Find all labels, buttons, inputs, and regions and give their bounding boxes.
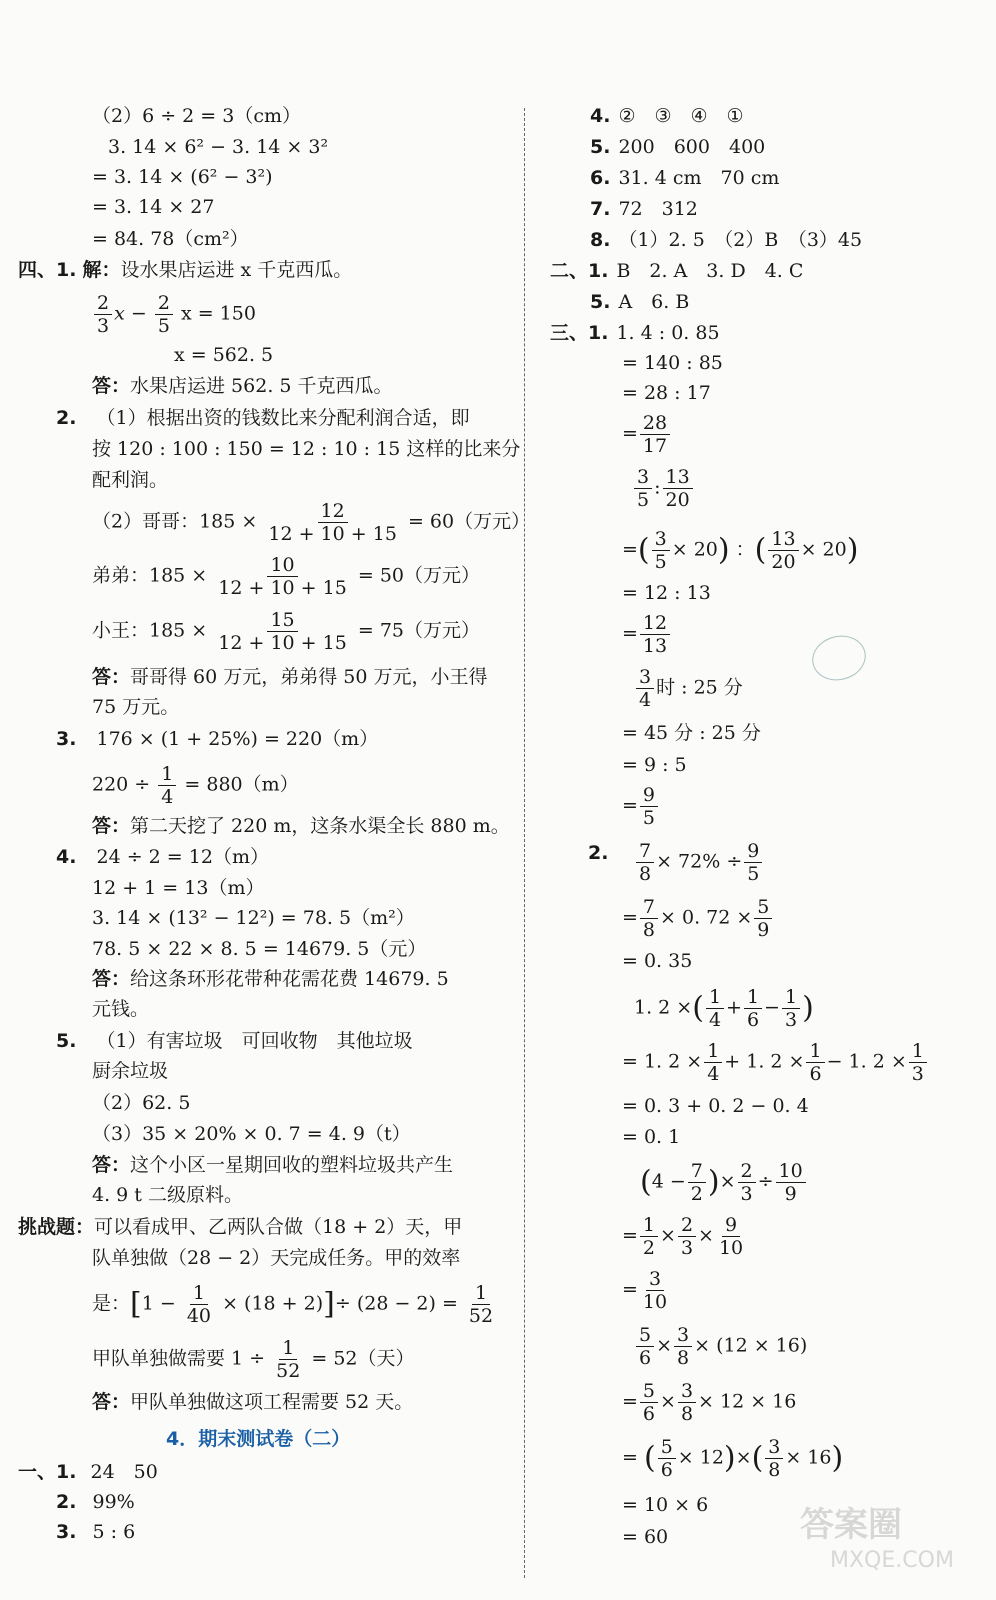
text-line: = 60	[622, 1526, 669, 1548]
answer-line: 答：第二天挖了 220 m，这条水渠全长 880 m。	[92, 815, 510, 837]
text: 设水果店运进 x 千克西瓜。	[120, 259, 353, 281]
formula: $\frac{3}{4}$ 时 : 25 分	[634, 666, 743, 711]
text-line: 厨余垃圾	[92, 1060, 169, 1082]
answer-line: 答：给这条环形花带种花需花费 14679. 5	[92, 968, 449, 990]
text-line: = 0. 3 + 0. 2 − 0. 4	[622, 1095, 809, 1117]
text-line: 按 120 : 100 : 150 = 12 : 10 : 15 这样的比来分	[92, 438, 521, 460]
formula: = $\frac{12}{13}$	[622, 612, 672, 657]
answer-1-6: 6. 31. 4 cm 70 cm	[590, 167, 780, 189]
text-line: = 45 分 : 25 分	[622, 722, 761, 744]
formula: = $\frac{28}{17}$	[622, 412, 672, 457]
question-4-1	[18, 257, 352, 283]
answer-1-8: 8. （1）2. 5 （2）B （3）45	[590, 229, 863, 251]
formula: = $\frac{9}{5}$	[622, 784, 660, 829]
text-line: 配利润。	[92, 469, 169, 491]
text-line: = 140 : 85	[622, 352, 723, 374]
text-line: 4. 9 t 二级原料。	[92, 1184, 243, 1206]
formula: 220 ÷ $\frac{1}{4}$ = 880（m）	[92, 763, 299, 808]
answer-1-3: 3. 5 : 6	[56, 1521, 136, 1543]
column-divider	[524, 108, 525, 1578]
text-line: （2）62. 5	[92, 1092, 191, 1114]
answer-line: 答：哥哥得 60 万元，弟弟得 50 万元，小王得	[92, 666, 488, 688]
answer-line: 答：甲队单独做这项工程需要 52 天。	[92, 1391, 414, 1413]
formula: $\frac{5}{6}$ × $\frac{3}{8}$ × (12 × 16)	[634, 1324, 807, 1369]
text-line: = 12 : 13	[622, 582, 711, 604]
formula: = ( $\frac{5}{6}$ × 12)×( $\frac{3}{8}$ × 16)	[622, 1436, 844, 1481]
text-line: 元钱。	[92, 998, 150, 1020]
formula: = $\frac{3}{10}$	[622, 1268, 668, 1313]
text-line: = 3. 14 × (6² − 3²)	[92, 166, 273, 188]
answer-line: 答：水果店运进 562. 5 千克西瓜。	[92, 375, 393, 397]
text-line: 78. 5 × 22 × 8. 5 = 14679. 5（元）	[92, 938, 427, 960]
fraction: $\frac{2}{3}$	[94, 292, 112, 337]
answer-line: 答：这个小区一星期回收的塑料垃圾共产生	[92, 1154, 454, 1176]
text-line: 3. 14 × (13² − 12²) = 78. 5（m²）	[92, 907, 415, 929]
text-line: = 84. 78（cm²）	[92, 228, 249, 250]
formula: 1. 2 ×( $\frac{1}{4}$ + $\frac{1}{6}$ − $\frac{1}{3}$ )	[634, 986, 814, 1031]
answer-label: 答：	[92, 375, 131, 397]
text-line: 12 + 1 = 13（m）	[92, 877, 265, 899]
question-4: 4. 24 ÷ 2 = 12（m）	[56, 846, 269, 868]
answer-1-5: 5. 200 600 400	[590, 136, 766, 158]
text-line: = 3. 14 × 27	[92, 196, 215, 218]
formula: 是：[1 − $\frac{1}{40}$ × (18 + 2)]÷ (28 − 2) = $\frac{1}{52}$	[92, 1282, 494, 1327]
answer-1-4: 4. ② ③ ④ ①	[590, 105, 744, 127]
text-line: 3. 14 × 6² − 3. 14 × 3²	[108, 136, 329, 158]
question-3: 3. 176 × (1 + 25%) = 220（m）	[56, 728, 379, 750]
answer-1-2: 2. 99%	[56, 1491, 135, 1513]
formula: = $\frac{7}{8}$ × 0. 72 × $\frac{5}{9}$	[622, 896, 774, 941]
text-line: （2）6 ÷ 2 = 3（cm）	[92, 105, 302, 127]
formula: $\frac{3}{5}$ : $\frac{13}{20}$	[632, 466, 695, 511]
formula: = $\frac{5}{6}$ × $\frac{3}{8}$ × 12 × 16	[622, 1380, 797, 1425]
formula: $\frac{7}{8}$ × 72% ÷ $\frac{9}{5}$	[634, 840, 764, 885]
solve-label: 解：	[82, 259, 121, 281]
challenge-label: 挑战题：	[18, 1216, 95, 1238]
stamp-mark	[807, 630, 870, 686]
text-line: （3）35 × 20% × 0. 7 = 4. 9（t）	[92, 1123, 411, 1145]
formula: =( $\frac{3}{5}$ × 20) ：( $\frac{13}{20}$ × 20)	[622, 528, 859, 573]
formula: = $\frac{1}{2}$ × $\frac{2}{3}$ × $\frac{9}{10}$	[622, 1214, 744, 1259]
watermark: 答案圈	[800, 1505, 902, 1545]
formula: 甲队单独做需要 1 ÷ $\frac{1}{52}$ = 52（天）	[92, 1337, 415, 1382]
challenge-question: 挑战题：可以看成甲、乙两队合做（18 + 2）天，甲	[18, 1216, 463, 1238]
text-line: = 9 : 5	[622, 754, 687, 776]
formula-xiaowang: 小王：185 × $\frac{15}{12 + 10 + 15}$ = 75（万元）	[92, 609, 480, 654]
text-line: = 0. 35	[622, 950, 693, 972]
answer-2: 二、1. B 2. A 3. D 4. C	[550, 260, 804, 282]
formula: = 1. 2 × $\frac{1}{4}$ + 1. 2 × $\frac{1}{6}$ − 1. 2 × $\frac{1}{3}$	[622, 1040, 929, 1085]
formula-gege: （2）哥哥：185 × $\frac{12}{12 + 10 + 15}$ = 60（万元）	[92, 500, 531, 545]
text-line: = 0. 1	[622, 1126, 681, 1148]
text-line: = 28 : 17	[622, 382, 711, 404]
text-line: 队单独做（28 − 2）天完成任务。甲的效率	[92, 1247, 461, 1269]
equation: $\frac{2}{3}$ x − $\frac{2}{5}$ x = 150	[92, 292, 256, 337]
fraction: $\frac{2}{5}$	[155, 292, 173, 337]
answer-2-cont: 5. A 6. B	[590, 291, 690, 313]
formula: (4 − $\frac{7}{2}$ )× $\frac{2}{3}$ ÷ $\frac{10}{9}$	[640, 1160, 808, 1205]
answer-1-1: 一、1. 24 50	[18, 1461, 158, 1483]
question-5: 5. （1）有害垃圾 可回收物 其他垃圾	[56, 1030, 413, 1052]
text-line: x = 562. 5	[174, 344, 274, 366]
text-line: 75 万元。	[92, 696, 180, 718]
answer-1-7: 7. 72 312	[590, 198, 698, 220]
question-2: 2. （1）根据出资的钱数比来分配利润合适，即	[56, 407, 470, 429]
section-marker: 四、1.	[18, 259, 77, 281]
text-line: = 10 × 6	[622, 1494, 709, 1516]
watermark-url: MXQE.COM	[830, 1548, 954, 1573]
answer-3-1: 三、1. 1. 4 : 0. 85	[550, 322, 720, 344]
question-marker: 2.	[588, 842, 609, 864]
formula-didi: 弟弟：185 × $\frac{10}{12 + 10 + 15}$ = 50（万元）	[92, 554, 480, 599]
section-title: 4．期末测试卷（二）	[166, 1428, 351, 1450]
